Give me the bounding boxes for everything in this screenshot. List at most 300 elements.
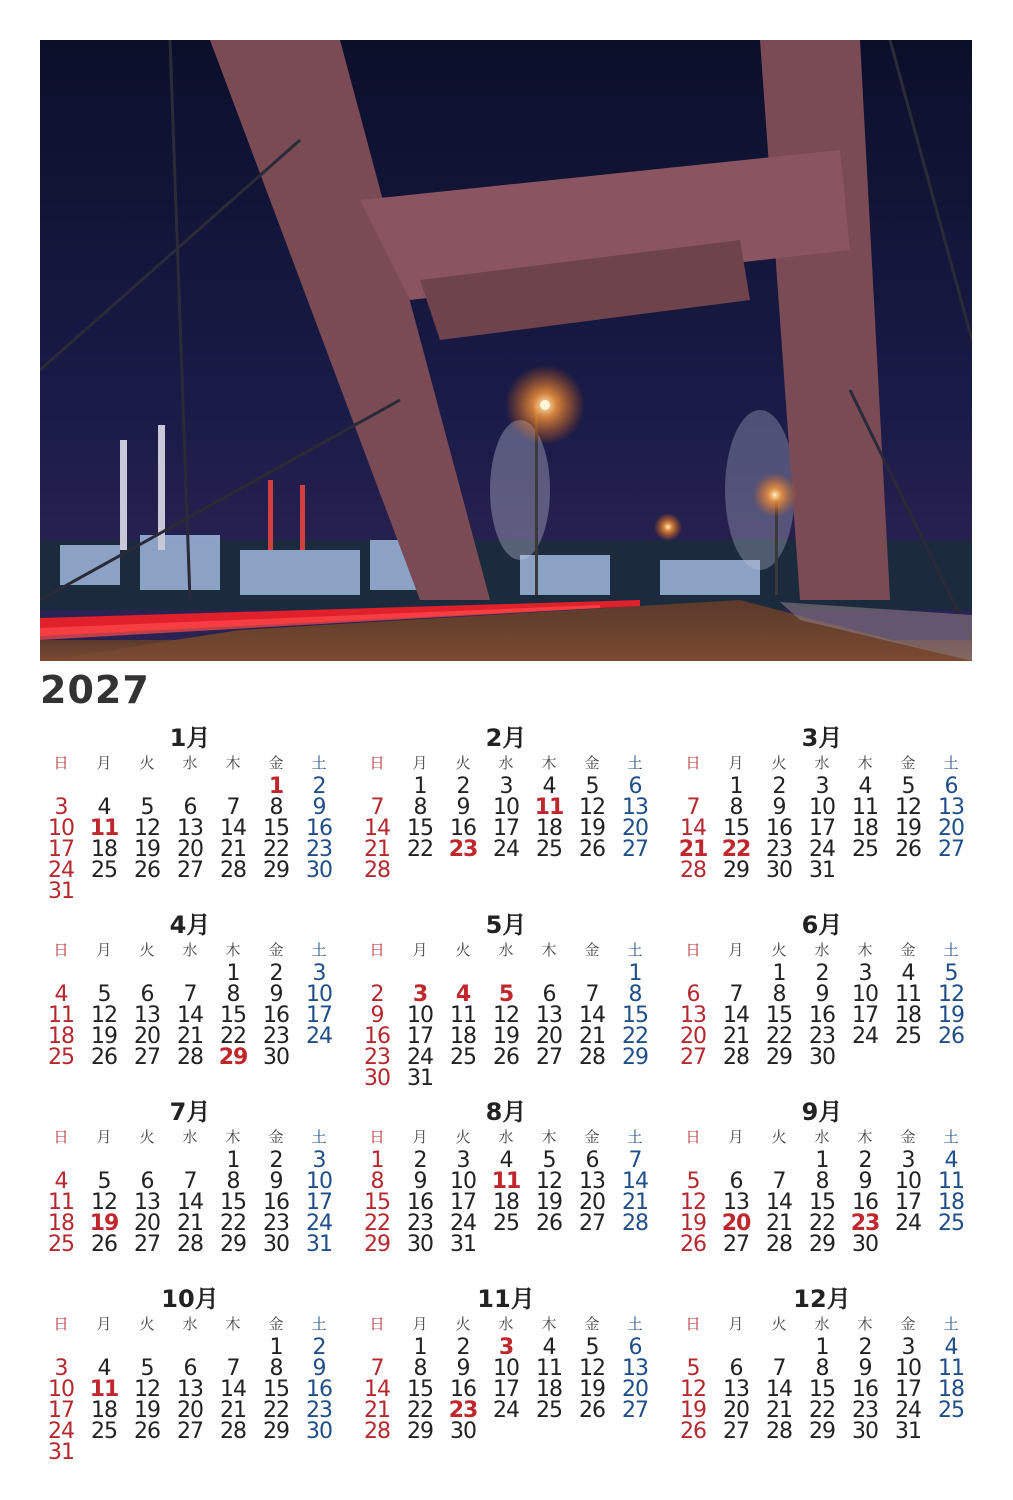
day-cell: 30 bbox=[852, 1419, 878, 1444]
day-cell: 2 bbox=[413, 1148, 427, 1173]
weekday-label: 水 bbox=[498, 754, 514, 772]
day-cell: 30 bbox=[306, 1419, 332, 1444]
day-cell: 6 bbox=[729, 1169, 743, 1194]
day-cell: 13 bbox=[622, 1356, 648, 1381]
day-cell: 9 bbox=[370, 1003, 384, 1028]
weekday-label: 金 bbox=[584, 1128, 600, 1146]
day-cell: 14 bbox=[622, 1169, 648, 1194]
day-cell: 24 bbox=[407, 1045, 433, 1070]
day-cell: 14 bbox=[177, 1003, 203, 1028]
day-cell: 28 bbox=[766, 1232, 792, 1257]
weekday-label: 木 bbox=[857, 941, 873, 959]
day-cell: 25 bbox=[536, 837, 562, 862]
day-cell: 12 bbox=[91, 1003, 117, 1028]
day-cell: 10 bbox=[809, 795, 835, 820]
day-cell: 22 bbox=[220, 1024, 246, 1049]
day-cell: 7 bbox=[772, 1169, 786, 1194]
day-cell: 29 bbox=[809, 1232, 835, 1257]
day-cell: 10 bbox=[306, 982, 332, 1007]
day-cell: 14 bbox=[579, 1003, 605, 1028]
day-cell: 26 bbox=[91, 1045, 117, 1070]
day-cell: 5 bbox=[901, 774, 915, 799]
day-cell: 16 bbox=[852, 1377, 878, 1402]
weekday-label: 月 bbox=[412, 1315, 428, 1333]
day-cell: 19 bbox=[579, 816, 605, 841]
day-cell: 19 bbox=[91, 1024, 117, 1049]
day-cell: 30 bbox=[407, 1232, 433, 1257]
weekday-label: 日 bbox=[685, 941, 701, 959]
weekday-label: 土 bbox=[943, 754, 959, 772]
day-cell: 14 bbox=[766, 1377, 792, 1402]
day-cell: 5 bbox=[498, 982, 514, 1007]
day-cell: 5 bbox=[542, 1148, 556, 1173]
day-cell: 4 bbox=[944, 1148, 958, 1173]
day-cell: 3 bbox=[901, 1335, 915, 1360]
weekday-label: 水 bbox=[182, 754, 198, 772]
weekday-label: 土 bbox=[311, 1128, 327, 1146]
day-cell: 1 bbox=[815, 1335, 829, 1360]
day-cell: 3 bbox=[312, 1148, 326, 1173]
day-cell: 28 bbox=[579, 1045, 605, 1070]
day-cell: 8 bbox=[815, 1169, 829, 1194]
weekday-label: 火 bbox=[771, 1315, 787, 1333]
day-cell: 25 bbox=[48, 1232, 74, 1257]
day-cell: 20 bbox=[723, 1398, 749, 1423]
day-cell: 22 bbox=[263, 837, 289, 862]
day-cell: 10 bbox=[48, 816, 74, 841]
day-cell: 30 bbox=[263, 1232, 289, 1257]
day-cell: 16 bbox=[364, 1024, 390, 1049]
day-cell: 29 bbox=[263, 858, 289, 883]
day-cell: 14 bbox=[177, 1190, 203, 1215]
day-cell: 12 bbox=[895, 795, 921, 820]
weekday-label: 日 bbox=[369, 1315, 385, 1333]
weekday-label: 木 bbox=[541, 1315, 557, 1333]
weekday-label: 金 bbox=[268, 941, 284, 959]
day-cell: 2 bbox=[269, 961, 283, 986]
weekday-label: 土 bbox=[311, 754, 327, 772]
day-cell: 27 bbox=[938, 837, 964, 862]
weekday-label: 月 bbox=[728, 754, 744, 772]
day-cell: 29 bbox=[263, 1419, 289, 1444]
day-cell: 18 bbox=[48, 1211, 74, 1236]
day-cell: 23 bbox=[852, 1398, 878, 1423]
day-cell: 30 bbox=[852, 1232, 878, 1257]
day-cell: 12 bbox=[134, 1377, 160, 1402]
day-cell: 10 bbox=[493, 795, 519, 820]
day-cell: 8 bbox=[269, 795, 283, 820]
day-cell: 17 bbox=[450, 1190, 476, 1215]
day-cell: 23 bbox=[263, 1211, 289, 1236]
weekday-label: 日 bbox=[685, 1128, 701, 1146]
day-cell: 11 bbox=[938, 1356, 964, 1381]
day-cell: 25 bbox=[852, 837, 878, 862]
day-cell: 31 bbox=[48, 1440, 74, 1465]
day-cell: 4 bbox=[499, 1148, 513, 1173]
day-cell: 16 bbox=[766, 816, 792, 841]
weekday-label: 木 bbox=[857, 1128, 873, 1146]
day-cell: 11 bbox=[48, 1003, 74, 1028]
day-cell: 7 bbox=[729, 982, 743, 1007]
day-cell: 21 bbox=[723, 1024, 749, 1049]
day-cell: 4 bbox=[542, 1335, 556, 1360]
weekday-label: 金 bbox=[900, 1315, 916, 1333]
day-cell: 26 bbox=[493, 1045, 519, 1070]
weekday-label: 木 bbox=[225, 1315, 241, 1333]
day-cell: 11 bbox=[536, 1356, 562, 1381]
day-cell: 17 bbox=[809, 816, 835, 841]
day-cell: 14 bbox=[220, 816, 246, 841]
weekday-label: 土 bbox=[943, 941, 959, 959]
day-cell: 16 bbox=[852, 1190, 878, 1215]
day-cell: 3 bbox=[815, 774, 829, 799]
day-cell: 26 bbox=[680, 1232, 706, 1257]
day-cell: 1 bbox=[413, 774, 427, 799]
day-cell: 15 bbox=[723, 816, 749, 841]
day-cell: 26 bbox=[134, 858, 160, 883]
weekday-label: 火 bbox=[139, 941, 155, 959]
day-cell: 22 bbox=[263, 1398, 289, 1423]
day-cell: 23 bbox=[306, 837, 332, 862]
day-cell: 31 bbox=[48, 879, 74, 904]
day-cell: 6 bbox=[628, 774, 642, 799]
day-cell: 24 bbox=[48, 1419, 74, 1444]
day-cell: 29 bbox=[220, 1232, 246, 1257]
day-cell: 11 bbox=[895, 982, 921, 1007]
day-cell: 21 bbox=[177, 1211, 203, 1236]
day-cell: 8 bbox=[226, 1169, 240, 1194]
day-cell: 25 bbox=[536, 1398, 562, 1423]
day-cell: 28 bbox=[364, 1419, 390, 1444]
day-cell: 13 bbox=[536, 1003, 562, 1028]
day-cell: 27 bbox=[723, 1232, 749, 1257]
day-cell: 16 bbox=[809, 1003, 835, 1028]
weekday-label: 木 bbox=[225, 941, 241, 959]
day-cell: 1 bbox=[413, 1335, 427, 1360]
weekday-label: 木 bbox=[225, 754, 241, 772]
day-cell: 20 bbox=[177, 1398, 203, 1423]
day-cell: 23 bbox=[448, 1398, 478, 1423]
day-cell: 5 bbox=[140, 795, 154, 820]
day-cell: 19 bbox=[134, 837, 160, 862]
day-cell: 12 bbox=[680, 1377, 706, 1402]
day-cell: 19 bbox=[89, 1211, 119, 1236]
day-cell: 27 bbox=[177, 858, 203, 883]
month-title: 12月 bbox=[793, 1285, 851, 1313]
day-cell: 4 bbox=[901, 961, 915, 986]
day-cell: 12 bbox=[938, 982, 964, 1007]
day-cell: 26 bbox=[579, 837, 605, 862]
day-cell: 2 bbox=[370, 982, 384, 1007]
day-cell: 1 bbox=[772, 961, 786, 986]
month-title: 7月 bbox=[169, 1098, 211, 1126]
day-cell: 8 bbox=[269, 1356, 283, 1381]
day-cell: 20 bbox=[134, 1211, 160, 1236]
day-cell: 2 bbox=[815, 961, 829, 986]
day-cell: 21 bbox=[364, 1398, 390, 1423]
day-cell: 9 bbox=[815, 982, 829, 1007]
day-cell: 5 bbox=[944, 961, 958, 986]
day-cell: 24 bbox=[493, 1398, 519, 1423]
day-cell: 6 bbox=[944, 774, 958, 799]
day-cell: 17 bbox=[306, 1190, 332, 1215]
day-cell: 12 bbox=[680, 1190, 706, 1215]
weekday-label: 日 bbox=[53, 1315, 69, 1333]
day-cell: 16 bbox=[263, 1190, 289, 1215]
weekday-label: 月 bbox=[96, 1128, 112, 1146]
day-cell: 12 bbox=[536, 1169, 562, 1194]
day-cell: 27 bbox=[622, 1398, 648, 1423]
weekday-label: 日 bbox=[685, 1315, 701, 1333]
day-cell: 28 bbox=[220, 858, 246, 883]
day-cell: 21 bbox=[766, 1398, 792, 1423]
day-cell: 28 bbox=[766, 1419, 792, 1444]
day-cell: 21 bbox=[678, 837, 708, 862]
day-cell: 11 bbox=[89, 1377, 119, 1402]
day-cell: 21 bbox=[364, 837, 390, 862]
day-cell: 18 bbox=[895, 1003, 921, 1028]
day-cell: 26 bbox=[579, 1398, 605, 1423]
day-cell: 8 bbox=[413, 1356, 427, 1381]
day-cell: 13 bbox=[723, 1377, 749, 1402]
day-cell: 24 bbox=[48, 858, 74, 883]
day-cell: 19 bbox=[134, 1398, 160, 1423]
day-cell: 16 bbox=[450, 816, 476, 841]
day-cell: 18 bbox=[536, 816, 562, 841]
month-title: 4月 bbox=[169, 911, 211, 939]
day-cell: 9 bbox=[858, 1356, 872, 1381]
day-cell: 17 bbox=[48, 837, 74, 862]
day-cell: 27 bbox=[177, 1419, 203, 1444]
month-title: 11月 bbox=[477, 1285, 535, 1313]
day-cell: 18 bbox=[938, 1377, 964, 1402]
day-cell: 2 bbox=[772, 774, 786, 799]
day-cell: 18 bbox=[536, 1377, 562, 1402]
day-cell: 9 bbox=[456, 1356, 470, 1381]
day-cell: 12 bbox=[134, 816, 160, 841]
day-cell: 29 bbox=[766, 1045, 792, 1070]
day-cell: 15 bbox=[809, 1190, 835, 1215]
day-cell: 28 bbox=[622, 1211, 648, 1236]
day-cell: 3 bbox=[412, 982, 428, 1007]
day-cell: 31 bbox=[306, 1232, 332, 1257]
weekday-label: 月 bbox=[728, 1128, 744, 1146]
day-cell: 7 bbox=[226, 795, 240, 820]
month-title: 6月 bbox=[801, 911, 843, 939]
day-cell: 24 bbox=[450, 1211, 476, 1236]
day-cell: 28 bbox=[723, 1045, 749, 1070]
weekday-label: 土 bbox=[627, 1315, 643, 1333]
day-cell: 7 bbox=[585, 982, 599, 1007]
day-cell: 11 bbox=[48, 1190, 74, 1215]
day-cell: 17 bbox=[493, 816, 519, 841]
day-cell: 5 bbox=[585, 774, 599, 799]
weekday-label: 水 bbox=[498, 1128, 514, 1146]
day-cell: 20 bbox=[579, 1190, 605, 1215]
day-cell: 6 bbox=[140, 982, 154, 1007]
weekday-label: 火 bbox=[455, 754, 471, 772]
weekday-label: 金 bbox=[268, 754, 284, 772]
day-cell: 13 bbox=[177, 816, 203, 841]
day-cell: 29 bbox=[364, 1232, 390, 1257]
weekday-label: 金 bbox=[268, 1315, 284, 1333]
day-cell: 5 bbox=[97, 1169, 111, 1194]
day-cell: 25 bbox=[493, 1211, 519, 1236]
day-cell: 1 bbox=[226, 1148, 240, 1173]
day-cell: 20 bbox=[622, 1377, 648, 1402]
day-cell: 7 bbox=[370, 795, 384, 820]
day-cell: 16 bbox=[450, 1377, 476, 1402]
day-cell: 1 bbox=[268, 774, 284, 799]
weekday-label: 水 bbox=[814, 1128, 830, 1146]
day-cell: 2 bbox=[312, 1335, 326, 1360]
day-cell: 3 bbox=[858, 961, 872, 986]
day-cell: 13 bbox=[723, 1190, 749, 1215]
weekday-label: 火 bbox=[139, 1128, 155, 1146]
day-cell: 20 bbox=[622, 816, 648, 841]
weekday-label: 土 bbox=[311, 941, 327, 959]
day-cell: 13 bbox=[134, 1190, 160, 1215]
weekday-label: 月 bbox=[96, 941, 112, 959]
day-cell: 23 bbox=[766, 837, 792, 862]
day-cell: 2 bbox=[456, 774, 470, 799]
day-cell: 13 bbox=[938, 795, 964, 820]
day-cell: 26 bbox=[938, 1024, 964, 1049]
day-cell: 28 bbox=[364, 858, 390, 883]
day-cell: 1 bbox=[815, 1148, 829, 1173]
day-cell: 14 bbox=[680, 816, 706, 841]
day-cell: 22 bbox=[809, 1398, 835, 1423]
day-cell: 12 bbox=[579, 1356, 605, 1381]
day-cell: 6 bbox=[585, 1148, 599, 1173]
day-cell: 13 bbox=[622, 795, 648, 820]
day-cell: 26 bbox=[536, 1211, 562, 1236]
day-cell: 11 bbox=[450, 1003, 476, 1028]
weekday-label: 火 bbox=[139, 754, 155, 772]
day-cell: 13 bbox=[134, 1003, 160, 1028]
day-cell: 10 bbox=[306, 1169, 332, 1194]
day-cell: 17 bbox=[493, 1377, 519, 1402]
day-cell: 25 bbox=[91, 858, 117, 883]
calendar-photo bbox=[40, 40, 972, 661]
weekday-label: 月 bbox=[412, 941, 428, 959]
day-cell: 24 bbox=[809, 837, 835, 862]
day-cell: 22 bbox=[407, 1398, 433, 1423]
weekday-label: 水 bbox=[814, 941, 830, 959]
day-cell: 25 bbox=[938, 1398, 964, 1423]
day-cell: 27 bbox=[723, 1419, 749, 1444]
day-cell: 5 bbox=[686, 1169, 700, 1194]
month-title: 8月 bbox=[485, 1098, 527, 1126]
weekday-label: 日 bbox=[369, 1128, 385, 1146]
day-cell: 5 bbox=[97, 982, 111, 1007]
day-cell: 28 bbox=[680, 858, 706, 883]
month-title: 1月 bbox=[169, 724, 211, 752]
weekday-label: 土 bbox=[943, 1128, 959, 1146]
day-cell: 14 bbox=[364, 816, 390, 841]
day-cell: 15 bbox=[220, 1003, 246, 1028]
weekday-label: 水 bbox=[498, 1315, 514, 1333]
day-cell: 31 bbox=[895, 1419, 921, 1444]
day-cell: 17 bbox=[306, 1003, 332, 1028]
day-cell: 1 bbox=[370, 1148, 384, 1173]
day-cell: 4 bbox=[54, 1169, 68, 1194]
day-cell: 4 bbox=[54, 982, 68, 1007]
day-cell: 7 bbox=[226, 1356, 240, 1381]
weekday-label: 金 bbox=[900, 1128, 916, 1146]
day-cell: 9 bbox=[772, 795, 786, 820]
day-cell: 28 bbox=[177, 1045, 203, 1070]
day-cell: 22 bbox=[766, 1024, 792, 1049]
weekday-label: 月 bbox=[728, 1315, 744, 1333]
day-cell: 29 bbox=[723, 858, 749, 883]
day-cell: 20 bbox=[721, 1211, 751, 1236]
day-cell: 22 bbox=[721, 837, 751, 862]
day-cell: 20 bbox=[938, 816, 964, 841]
day-cell: 29 bbox=[407, 1419, 433, 1444]
day-cell: 28 bbox=[220, 1419, 246, 1444]
day-cell: 21 bbox=[766, 1211, 792, 1236]
day-cell: 18 bbox=[91, 837, 117, 862]
day-cell: 15 bbox=[809, 1377, 835, 1402]
day-cell: 11 bbox=[938, 1169, 964, 1194]
day-cell: 1 bbox=[628, 961, 642, 986]
day-cell: 8 bbox=[815, 1356, 829, 1381]
day-cell: 19 bbox=[493, 1024, 519, 1049]
day-cell: 17 bbox=[48, 1398, 74, 1423]
day-cell: 8 bbox=[729, 795, 743, 820]
weekday-label: 水 bbox=[814, 1315, 830, 1333]
day-cell: 24 bbox=[895, 1398, 921, 1423]
day-cell: 8 bbox=[772, 982, 786, 1007]
month-title: 3月 bbox=[801, 724, 843, 752]
weekday-label: 日 bbox=[53, 1128, 69, 1146]
day-cell: 19 bbox=[680, 1398, 706, 1423]
day-cell: 9 bbox=[858, 1169, 872, 1194]
weekday-label: 木 bbox=[541, 754, 557, 772]
day-cell: 26 bbox=[895, 837, 921, 862]
weekday-label: 水 bbox=[182, 1128, 198, 1146]
day-cell: 15 bbox=[364, 1190, 390, 1215]
day-cell: 10 bbox=[407, 1003, 433, 1028]
day-cell: 19 bbox=[579, 1377, 605, 1402]
day-cell: 15 bbox=[220, 1190, 246, 1215]
day-cell: 21 bbox=[220, 1398, 246, 1423]
day-cell: 26 bbox=[680, 1419, 706, 1444]
weekday-label: 火 bbox=[771, 1128, 787, 1146]
day-cell: 7 bbox=[772, 1356, 786, 1381]
weekday-label: 土 bbox=[627, 941, 643, 959]
day-cell: 8 bbox=[370, 1169, 384, 1194]
day-cell: 11 bbox=[89, 816, 119, 841]
day-cell: 7 bbox=[370, 1356, 384, 1381]
day-cell: 20 bbox=[177, 837, 203, 862]
weekday-label: 金 bbox=[900, 754, 916, 772]
day-cell: 29 bbox=[809, 1419, 835, 1444]
day-cell: 17 bbox=[852, 1003, 878, 1028]
day-cell: 17 bbox=[895, 1190, 921, 1215]
day-cell: 16 bbox=[306, 1377, 332, 1402]
day-cell: 5 bbox=[686, 1356, 700, 1381]
day-cell: 25 bbox=[48, 1045, 74, 1070]
weekday-label: 水 bbox=[182, 941, 198, 959]
day-cell: 10 bbox=[48, 1377, 74, 1402]
day-cell: 25 bbox=[895, 1024, 921, 1049]
weekday-label: 金 bbox=[584, 941, 600, 959]
day-cell: 6 bbox=[686, 982, 700, 1007]
day-cell: 1 bbox=[226, 961, 240, 986]
day-cell: 13 bbox=[680, 1003, 706, 1028]
